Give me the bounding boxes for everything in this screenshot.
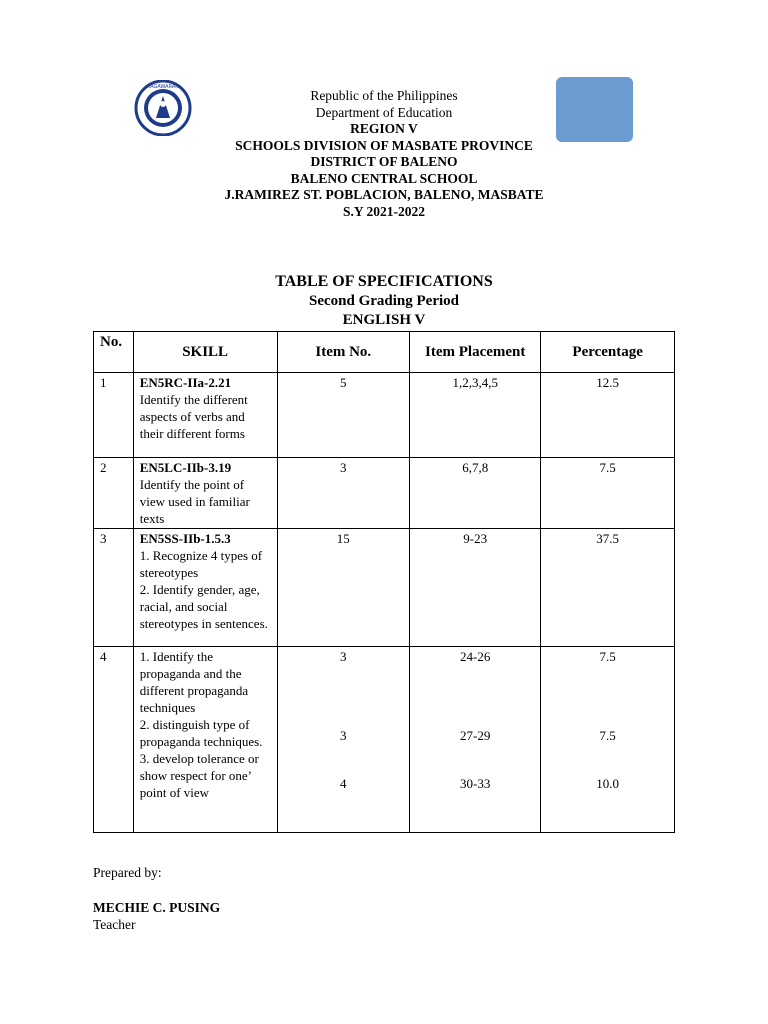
document-title: TABLE OF SPECIFICATIONS <box>275 273 493 290</box>
header-percentage: Percentage <box>541 332 675 373</box>
placement-2: 27-29 <box>460 728 491 743</box>
skill-cell <box>133 458 277 529</box>
percentage-2: 7.5 <box>599 728 616 743</box>
item-no-cell: 15 <box>277 529 409 647</box>
competency-code: EN5RC-IIa-2.21 <box>139 375 232 390</box>
item-no-cell: 5 <box>277 373 409 458</box>
skill-text-3: 3. develop tolerance or show respect for one’ point of view <box>139 751 259 800</box>
percentage-cell <box>541 647 675 833</box>
placement-3: 30-33 <box>460 776 491 791</box>
item-placement-cell: 6,7,8 <box>410 458 541 529</box>
row-number: 4 <box>94 647 134 833</box>
percentage-cell: 12.5 <box>541 373 675 458</box>
item-no-3: 4 <box>340 776 347 791</box>
competency-code: EN5SS-IIb-1.5.3 <box>139 531 231 546</box>
header-skill: SKILL <box>133 332 277 373</box>
grading-period: Second Grading Period <box>308 293 459 309</box>
header-address: J.RAMIREZ ST. POBLACION, BALENO, MASBATE <box>224 187 544 202</box>
item-placement-cell <box>410 647 541 833</box>
percentage-cell: 7.5 <box>541 458 675 529</box>
skill-text-1: 1. Identify the propaganda and the different propaganda techniques <box>139 649 249 715</box>
table-row <box>94 373 675 458</box>
item-placement-cell: 9-23 <box>410 529 541 647</box>
item-no-1: 3 <box>340 649 347 664</box>
percentage-cell: 37.5 <box>541 529 675 647</box>
row-number: 3 <box>94 529 134 647</box>
header-district: DISTRICT OF BALENO <box>310 154 458 169</box>
document-titles <box>0 272 768 330</box>
header-no: No. <box>94 332 134 373</box>
item-no-cell: 3 <box>277 458 409 529</box>
percentage-3: 10.0 <box>596 776 620 791</box>
header-item-placement: Item Placement <box>410 332 541 373</box>
item-no-cell <box>277 647 409 833</box>
skill-cell <box>133 529 277 647</box>
header-department: Department of Education <box>315 104 453 120</box>
teacher-name: MECHIE C. PUSING <box>93 900 221 915</box>
svg-text:KAGAWARAN: KAGAWARAN <box>146 84 180 90</box>
skill-text-1: 1. Recognize 4 types of stereotypes <box>139 548 263 580</box>
percentage-1: 7.5 <box>599 649 616 664</box>
skill-text: Identify the point of view used in familiar texts <box>139 477 250 526</box>
skill-text: Identify the different aspects of verbs and their different forms <box>139 392 248 441</box>
teacher-role: Teacher <box>93 917 136 932</box>
skill-text-2: 2. distinguish type of propaganda techniques. <box>139 717 263 749</box>
table-row <box>94 529 675 647</box>
row-number: 2 <box>94 458 134 529</box>
table-row <box>94 458 675 529</box>
signature-block <box>93 864 220 933</box>
item-no-2: 3 <box>340 728 347 743</box>
item-placement-cell: 1,2,3,4,5 <box>410 373 541 458</box>
placement-1: 24-26 <box>460 649 491 664</box>
specifications-table <box>93 331 675 833</box>
header-republic: Republic of the Philippines <box>310 88 458 103</box>
table-row <box>94 647 675 833</box>
header-item-no: Item No. <box>277 332 409 373</box>
header-school-year: S.Y 2021-2022 <box>342 203 425 219</box>
table-header-row <box>94 332 675 373</box>
skill-cell <box>133 647 277 833</box>
subject-title: ENGLISH V <box>342 312 426 328</box>
competency-code: EN5LC-IIb-3.19 <box>139 460 232 475</box>
header-division: SCHOOLS DIVISION OF MASBATE PROVINCE <box>235 137 533 153</box>
row-number: 1 <box>94 373 134 458</box>
header-region: REGION V <box>350 121 418 136</box>
letterhead <box>0 88 768 220</box>
prepared-by-label: Prepared by: <box>93 865 162 880</box>
skill-cell <box>133 373 277 458</box>
header-school: BALENO CENTRAL SCHOOL <box>290 170 478 186</box>
skill-text-2: 2. Identify gender, age, racial, and social stereotypes in sentences. <box>139 582 268 631</box>
